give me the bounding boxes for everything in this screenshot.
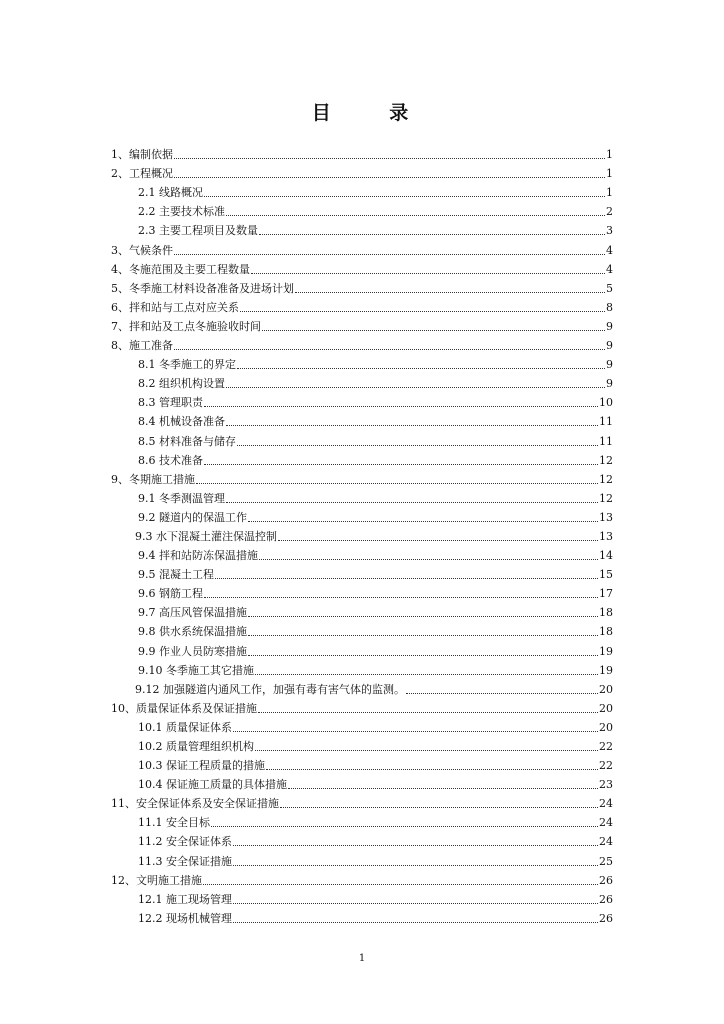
toc-entry[interactable] — [111, 601, 613, 620]
toc-entry-label: 9.6 钢筋工程 — [138, 587, 203, 601]
toc-dot-leader — [255, 674, 598, 675]
table-of-contents — [111, 143, 613, 926]
toc-entry-label: 9.12 加强隧道内通风工作，加强有毒有害气体的监测。 — [135, 682, 405, 696]
toc-entry[interactable] — [111, 238, 613, 257]
toc-entry[interactable] — [111, 353, 613, 372]
toc-entry-label: 4、冬施范围及主要工程数量 — [111, 262, 250, 276]
toc-entry-page: 25 — [599, 854, 613, 868]
toc-entry-label: 12.2 现场机械管理 — [138, 911, 232, 925]
toc-entry-label: 10.3 保证工程质量的措施 — [138, 759, 265, 773]
toc-entry[interactable] — [111, 582, 613, 601]
toc-entry-page: 1 — [606, 167, 613, 181]
toc-dot-leader — [288, 788, 598, 789]
toc-dot-leader — [258, 712, 598, 713]
toc-entry-page: 19 — [599, 644, 613, 658]
toc-dot-leader — [237, 368, 605, 369]
toc-entry[interactable] — [111, 830, 613, 849]
toc-entry-label: 11.3 安全保证措施 — [138, 854, 232, 868]
toc-dot-leader — [278, 540, 598, 541]
toc-dot-leader — [248, 521, 598, 522]
toc-entry-page: 8 — [606, 300, 613, 314]
toc-dot-leader — [233, 845, 598, 846]
toc-entry-label: 2、工程概况 — [111, 167, 173, 181]
toc-entry-page: 24 — [599, 835, 613, 849]
toc-entry-label: 11.2 安全保证体系 — [138, 835, 232, 849]
toc-entry-page: 4 — [606, 262, 613, 276]
toc-dot-leader — [251, 273, 605, 274]
toc-entry-label: 9.10 冬季施工其它措施 — [138, 663, 254, 677]
toc-entry[interactable] — [111, 678, 613, 697]
toc-dot-leader — [204, 406, 598, 407]
toc-entry-page: 10 — [599, 396, 613, 410]
toc-dot-leader — [248, 635, 598, 636]
toc-entry-page: 11 — [599, 434, 613, 448]
toc-entry-page: 4 — [606, 243, 613, 257]
toc-entry-label: 8.2 组织机构设置 — [138, 377, 225, 391]
toc-entry-label: 8.3 管理职责 — [138, 396, 203, 410]
toc-dot-leader — [226, 215, 605, 216]
toc-entry-label: 10.1 质量保证体系 — [138, 720, 232, 734]
toc-entry-page: 11 — [599, 415, 613, 429]
toc-entry-page: 2 — [606, 205, 613, 219]
toc-entry[interactable] — [111, 181, 613, 200]
page-number: 1 — [358, 953, 366, 964]
toc-entry[interactable] — [111, 754, 613, 773]
toc-entry-page: 26 — [599, 911, 613, 925]
toc-entry[interactable] — [111, 811, 613, 830]
toc-dot-leader — [226, 387, 605, 388]
toc-dot-leader — [204, 196, 605, 197]
toc-entry-label: 9.4 拌和站防冻保温措施 — [138, 549, 258, 563]
toc-entry[interactable] — [111, 659, 613, 678]
toc-entry-label: 9.3 水下混凝土灌注保温控制 — [135, 529, 277, 543]
toc-entry-page: 18 — [599, 606, 613, 620]
toc-entry-page: 13 — [599, 529, 613, 543]
toc-dot-leader — [237, 445, 598, 446]
toc-entry[interactable] — [111, 372, 613, 391]
toc-dot-leader — [174, 349, 605, 350]
toc-entry[interactable] — [111, 735, 613, 754]
toc-dot-leader — [255, 750, 598, 751]
toc-entry-label: 8.4 机械设备准备 — [138, 415, 225, 429]
toc-entry-label: 9、冬期施工措施 — [111, 472, 195, 486]
toc-entry-page: 5 — [606, 281, 613, 295]
toc-entry-label: 1、编制依据 — [111, 148, 173, 162]
toc-entry-page: 22 — [599, 759, 613, 773]
toc-entry-label: 9.7 高压风管保温措施 — [138, 606, 247, 620]
toc-dot-leader — [295, 292, 605, 293]
toc-entry-label: 2.3 主要工程项目及数量 — [138, 224, 258, 238]
toc-entry-label: 3、气候条件 — [111, 243, 173, 257]
toc-entry-label: 11.1 安全目标 — [138, 816, 210, 830]
toc-entry-label: 6、拌和站与工点对应关系 — [111, 300, 239, 314]
toc-entry-page: 13 — [599, 510, 613, 524]
toc-entry[interactable] — [111, 563, 613, 582]
toc-entry-label: 9.1 冬季测温管理 — [138, 491, 225, 505]
toc-dot-leader — [266, 769, 598, 770]
toc-entry-page: 9 — [606, 319, 613, 333]
toc-entry-page: 3 — [606, 224, 613, 238]
toc-entry-page: 20 — [599, 682, 613, 696]
toc-dot-leader — [248, 616, 598, 617]
toc-entry[interactable] — [111, 200, 613, 219]
toc-entry-label: 10.4 保证施工质量的具体措施 — [138, 778, 287, 792]
toc-entry[interactable] — [111, 391, 613, 410]
toc-entry-page: 17 — [599, 587, 613, 601]
toc-dot-leader — [203, 884, 598, 885]
toc-entry-page: 9 — [606, 339, 613, 353]
toc-entry[interactable] — [111, 525, 613, 544]
toc-entry-page: 24 — [599, 797, 613, 811]
toc-entry-page: 14 — [599, 549, 613, 563]
toc-dot-leader — [240, 311, 605, 312]
toc-entry[interactable] — [111, 869, 613, 888]
toc-entry-label: 12、文明施工措施 — [111, 873, 202, 887]
toc-entry[interactable] — [111, 773, 613, 792]
toc-entry[interactable] — [111, 143, 613, 162]
toc-dot-leader — [226, 425, 598, 426]
toc-dot-leader — [233, 903, 598, 904]
toc-entry[interactable] — [111, 410, 613, 429]
toc-entry[interactable] — [111, 544, 613, 563]
toc-dot-leader — [226, 502, 598, 503]
toc-entry-label: 5、冬季施工材料设备准备及进场计划 — [111, 281, 294, 295]
toc-entry[interactable] — [111, 162, 613, 181]
toc-dot-leader — [259, 559, 598, 560]
toc-entry[interactable] — [111, 716, 613, 735]
toc-entry-label: 8、施工准备 — [111, 339, 173, 353]
toc-dot-leader — [280, 807, 598, 808]
toc-entry[interactable] — [111, 639, 613, 658]
toc-dot-leader — [233, 731, 598, 732]
toc-entry[interactable] — [111, 792, 613, 811]
toc-entry-label: 7、拌和站及工点冬施验收时间 — [111, 319, 261, 333]
toc-entry-page: 20 — [599, 701, 613, 715]
toc-entry[interactable] — [111, 468, 613, 487]
page-title: 目 录 — [311, 102, 435, 124]
toc-entry-page: 26 — [599, 892, 613, 906]
toc-dot-leader — [233, 922, 598, 923]
toc-dot-leader — [262, 330, 605, 331]
toc-entry-page: 15 — [599, 568, 613, 582]
toc-entry-label: 9.2 隧道内的保温工作 — [138, 510, 247, 524]
toc-dot-leader — [174, 177, 605, 178]
toc-entry[interactable] — [111, 449, 613, 468]
toc-entry[interactable] — [111, 429, 613, 448]
toc-entry-label: 11、安全保证体系及安全保证措施 — [111, 797, 279, 811]
toc-dot-leader — [211, 826, 598, 827]
toc-entry[interactable] — [111, 697, 613, 716]
toc-entry-label: 12.1 施工现场管理 — [138, 892, 232, 906]
toc-entry-page: 1 — [606, 186, 613, 200]
toc-entry[interactable] — [111, 277, 613, 296]
toc-dot-leader — [204, 464, 598, 465]
toc-entry[interactable] — [111, 315, 613, 334]
toc-entry-page: 12 — [599, 472, 613, 486]
toc-dot-leader — [233, 865, 598, 866]
toc-entry[interactable] — [111, 888, 613, 907]
toc-entry-page: 24 — [599, 816, 613, 830]
toc-entry-label: 10.2 质量管理组织机构 — [138, 740, 254, 753]
toc-entry-label: 2.2 主要技术标准 — [138, 205, 225, 219]
toc-entry-page: 1 — [606, 148, 613, 162]
toc-entry-label: 10、质量保证体系及保证措施 — [111, 701, 257, 715]
toc-entry[interactable] — [111, 849, 613, 868]
toc-entry-label: 9.8 供水系统保温措施 — [138, 625, 247, 639]
toc-entry-label: 9.9 作业人员防寒措施 — [138, 644, 247, 658]
toc-entry-page: 12 — [599, 453, 613, 467]
toc-entry-page: 19 — [599, 663, 613, 677]
toc-entry-label: 8.1 冬季施工的界定 — [138, 358, 236, 372]
toc-entry[interactable] — [111, 296, 613, 315]
toc-entry-page: 12 — [599, 491, 613, 505]
toc-entry[interactable] — [111, 620, 613, 639]
toc-dot-leader — [406, 693, 598, 694]
toc-entry-page: 18 — [599, 625, 613, 639]
toc-entry-label: 9.5 混凝土工程 — [138, 568, 214, 582]
toc-entry-label: 8.6 技术准备 — [138, 453, 203, 467]
toc-dot-leader — [204, 597, 598, 598]
toc-entry[interactable] — [111, 258, 613, 277]
toc-entry-label: 8.5 材料准备与储存 — [138, 434, 236, 448]
toc-entry[interactable] — [111, 907, 613, 926]
toc-entry-page: 20 — [599, 720, 613, 734]
toc-entry[interactable] — [111, 506, 613, 525]
toc-dot-leader — [248, 655, 598, 656]
toc-entry-page: 23 — [599, 778, 613, 792]
toc-entry[interactable] — [111, 334, 613, 353]
toc-dot-leader — [196, 483, 598, 484]
toc-entry-page: 9 — [606, 377, 613, 391]
toc-dot-leader — [174, 158, 605, 159]
toc-entry-page: 9 — [606, 358, 613, 372]
toc-entry-page: 22 — [599, 740, 613, 753]
toc-entry-page: 26 — [599, 873, 613, 887]
toc-entry-label: 2.1 线路概况 — [138, 186, 203, 200]
toc-entry[interactable] — [111, 219, 613, 238]
toc-dot-leader — [259, 234, 605, 235]
toc-entry[interactable] — [111, 487, 613, 506]
toc-dot-leader — [174, 254, 605, 255]
toc-dot-leader — [215, 578, 598, 579]
